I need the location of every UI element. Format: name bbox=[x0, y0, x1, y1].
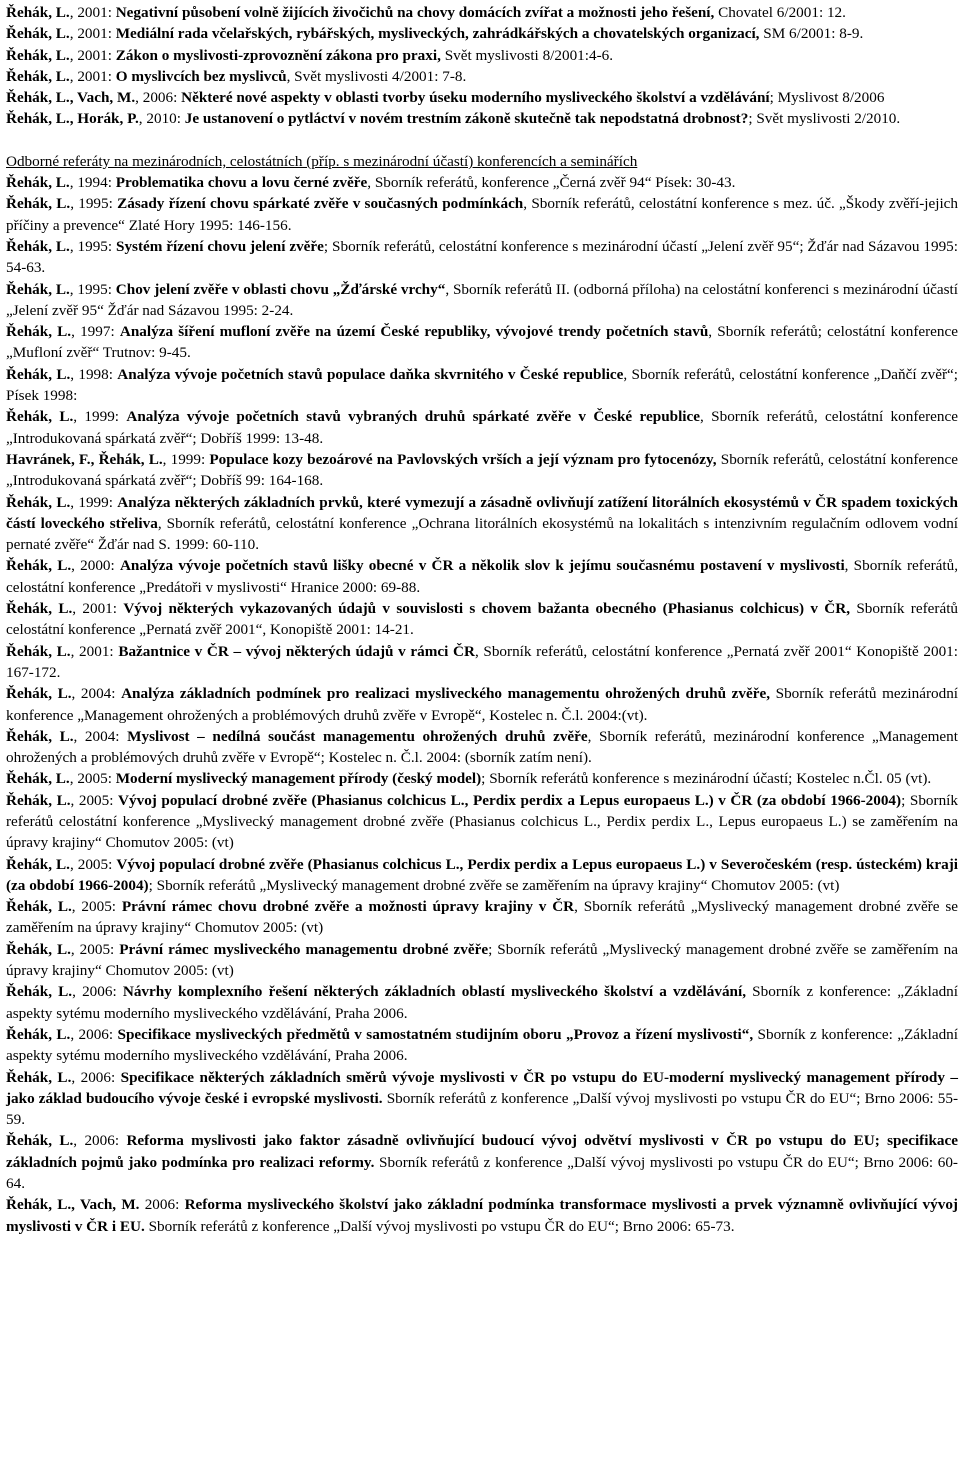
citation-text: , 2001: bbox=[69, 67, 116, 85]
citation-entry bbox=[6, 981, 958, 1024]
citation-bold-text: Řehák, L. bbox=[6, 237, 70, 255]
citation-bold-text: Vývoj některých vykazovaných údajů v souvislosti s chovem bažanta obecného (Phasianus colchicus) v ČR, bbox=[123, 600, 851, 618]
citation-bold-text: Mediální rada včelařských, rybářských, mysliveckých, zahrádkářských a chovatelských organizací, bbox=[115, 25, 760, 43]
citation-entry bbox=[6, 236, 958, 279]
citation-bold-text: Zásady řízení chovu spárkaté zvěře v současných podmínkách bbox=[117, 195, 524, 213]
citation-bold-text: Analýza vývoje početních stavů populace daňka skvrnitého v České republice bbox=[117, 365, 624, 383]
citation-bold-text: Řehák, L. bbox=[6, 855, 70, 873]
citation-bold-text: Moderní myslivecký management přírody (český model) bbox=[115, 770, 482, 788]
citation-bold-text: Řehák, L. bbox=[6, 4, 70, 21]
citation-bold-text: Právní rámec chovu drobné zvěře a možnosti úpravy krajiny v ČR bbox=[121, 898, 575, 916]
conference-papers-list bbox=[6, 172, 958, 1237]
citation-text: , 1995: bbox=[69, 237, 117, 255]
citation-text: , 1999: bbox=[70, 493, 118, 511]
citation-entry bbox=[6, 66, 958, 87]
citation-bold-text: Řehák, L. bbox=[6, 557, 72, 575]
citation-text: ; Myslivost 8/2006 bbox=[769, 89, 885, 107]
citation-bold-text: Řehák, L., Horák, P. bbox=[6, 110, 139, 128]
citation-bold-text: Analýza některých základních prvků, které vymezují a zásadně ovlivňují zatížení litorálních ekosystémů v ČR spadem toxických částí loveckého střeliva bbox=[6, 493, 958, 532]
citation-text: , 2005: bbox=[70, 940, 120, 958]
citation-bold-text: Řehák, L. bbox=[6, 323, 72, 341]
citation-bold-text: Řehák, L. bbox=[6, 770, 70, 788]
citation-text: , 2005: bbox=[69, 770, 116, 788]
citation-text: , Sborník referátů, celostátní konference „Predátoři v myslivosti“ Hranice 2000: 69-88. bbox=[6, 557, 958, 596]
citation-entry bbox=[6, 23, 958, 44]
citation-bold-text: Zákon o myslivosti-zprovoznění zákona pro praxi, bbox=[115, 46, 441, 64]
citation-entry bbox=[6, 279, 958, 322]
citation-bold-text: Řehák, L. bbox=[6, 174, 70, 192]
citation-entry bbox=[6, 492, 958, 556]
citation-bold-text: Řehák, L. bbox=[6, 685, 72, 703]
citation-text: , 1999: bbox=[73, 408, 127, 426]
citation-text: , 2006: bbox=[135, 89, 182, 107]
citation-text: Sborník referátů mezinárodní konference „Management ohrožených a problémových druhů zvěře v Evropě“, Kostelec n. Č.l. 2004:(vt). bbox=[6, 685, 959, 724]
citation-entry bbox=[6, 726, 958, 769]
citation-bold-text: Analýza vývoje početních stavů vybraných druhů spárkaté zvěře v České republice bbox=[126, 408, 701, 426]
citation-entry bbox=[6, 108, 958, 129]
citation-text: , Sborník referátů, celostátní konference „Introdukovaná spárkatá zvěř“; Dobříš 1999: 13-48. bbox=[6, 408, 958, 447]
citation-entry bbox=[6, 172, 958, 193]
citation-text: Sborník z konference: „Základní aspekty sytému moderního mysliveckého vzdělávání, Praha 2006. bbox=[6, 1025, 958, 1065]
citation-text: Chovatel 6/2001: 12. bbox=[714, 4, 846, 21]
citation-text: , Sborník referátů, celostátní konference „Pernatá zvěř 2001“ Konopiště 2001: 167-172. bbox=[6, 642, 958, 681]
citation-text: , 2001: bbox=[69, 25, 116, 43]
citation-bold-text: Řehák, L. bbox=[6, 67, 70, 85]
citation-text: , Sborník referátů II. (odborná příloha) na celostátní konferenci s mezinárodní účastí „Jelení zvěř 95“ Žďár nad Sázavou 1995: 2-24. bbox=[6, 280, 958, 319]
citation-text: , 2010: bbox=[138, 110, 185, 128]
citation-bold-text: Řehák, L. bbox=[6, 280, 70, 298]
citation-bold-text: Řehák, L. bbox=[6, 365, 71, 383]
citation-entry bbox=[6, 1194, 958, 1237]
citation-bold-text: Řehák, L. bbox=[6, 493, 71, 511]
citation-entry bbox=[6, 555, 958, 598]
citation-text: , Sborník referátů, celostátní konference s mez. úč. „Škody zvěří-jejich příčiny a prevence“ Zlaté Hory 1995: 146-156. bbox=[6, 195, 958, 234]
citation-entry bbox=[6, 1067, 958, 1131]
citation-entry bbox=[6, 641, 958, 684]
citation-text: , 2006: bbox=[72, 983, 123, 1001]
citation-bold-text: Řehák, L. bbox=[6, 195, 71, 213]
citation-text: ; Sborník referátů konference s mezinárodní účastí; Kostelec n.Čl. 05 (vt). bbox=[481, 770, 932, 788]
citation-bold-text: Některé nové aspekty v oblasti tvorby úseku moderního mysliveckého školství a vzdělávání bbox=[181, 89, 770, 107]
citation-text: , Sborník referátů, celostátní konference „Daňčí zvěř“; Písek 1998: bbox=[6, 365, 959, 405]
citation-text: , Sborník referátů, konference „Černá zvěř 94“ Písek: 30-43. bbox=[367, 174, 736, 192]
citation-bold-text: Analýza šíření mufloní zvěře na území České republiky, vývojové trendy početních stavů bbox=[119, 323, 709, 341]
citation-text: , 1995: bbox=[70, 195, 118, 213]
section-heading: Odborné referáty na mezinárodních, celostátních (příp. s mezinárodní účastí) konferencích a seminářích bbox=[6, 152, 638, 170]
citation-text: , 2004: bbox=[73, 727, 128, 745]
citation-bold-text: Negativní působení volně žijících živočichů na chovy domácích zvířat a možnosti jeho řešení, bbox=[115, 4, 715, 21]
citation-bold-text: Návrhy komplexního řešení některých základních oblastí mysliveckého školství a vzdělávání, bbox=[122, 983, 746, 1001]
citation-bold-text: Řehák, L. bbox=[6, 727, 74, 745]
citation-entry bbox=[6, 854, 958, 897]
citation-text: ; Sborník referátů „Myslivecký management drobné zvěře se zaměřením na úpravy krajiny“ Chomutov 2005: (vt) bbox=[148, 876, 840, 894]
citation-text: , 2006: bbox=[70, 1025, 118, 1043]
citation-text: , 2000: bbox=[71, 557, 120, 575]
citation-bold-text: O myslivcích bez myslivců bbox=[115, 67, 287, 85]
citation-text: , 2004: bbox=[71, 685, 122, 703]
citation-bold-text: Systém řízení chovu jelení zvěře bbox=[116, 237, 324, 255]
citation-bold-text: Vývoj populací drobné zvěře (Phasianus colchicus L., Perdix perdix a Lepus europaeus L.) v Severočeském (resp. ústeckém) kraji (za období 1966-2004) bbox=[6, 855, 958, 894]
citation-bold-text: Řehák, L., Vach, M. bbox=[6, 1196, 140, 1214]
citation-bold-text: Právní rámec mysliveckého managementu drobné zvěře bbox=[119, 940, 489, 958]
citation-text: ; Svět myslivosti 2/2010. bbox=[748, 110, 901, 128]
citation-text: , 1997: bbox=[71, 323, 120, 341]
citation-entry bbox=[6, 406, 958, 449]
citation-text: , 2005: bbox=[71, 898, 122, 916]
citation-entry bbox=[6, 683, 958, 726]
citation-entry bbox=[6, 598, 958, 641]
citation-bold-text: Řehák, L. bbox=[6, 1068, 72, 1086]
citation-entry bbox=[6, 364, 958, 407]
citation-text: Sborník referátů, celostátní konference „Introdukovaná spárkatá zvěř“; Dobříš 99: 164-168. bbox=[6, 450, 958, 490]
citation-entry bbox=[6, 896, 958, 939]
citation-bold-text: Řehák, L. bbox=[6, 25, 70, 43]
citation-text: , Sborník referátů; celostátní konference „Mufloní zvěř“ Trutnov: 9-45. bbox=[6, 323, 959, 362]
publications-list bbox=[6, 2, 958, 130]
citation-bold-text: Řehák, L., Vach, M. bbox=[6, 89, 136, 107]
citation-bold-text: Chov jelení zvěře v oblasti chovu „Žďárské vrchy“ bbox=[115, 280, 446, 298]
citation-bold-text: Řehák, L. bbox=[6, 600, 73, 618]
citation-bold-text: Specifikace mysliveckých předmětů v samostatném studijním oboru „Provoz a řízení myslivosti“, bbox=[117, 1025, 754, 1043]
citation-text: 2006: bbox=[139, 1196, 185, 1214]
citation-bold-text: Řehák, L. bbox=[6, 791, 71, 809]
citation-text: , 2005: bbox=[69, 855, 117, 873]
citation-bold-text: Reforma mysliveckého školství jako základní podmínka transformace myslivosti a prvek významně ovlivňující vývoj myslivosti v ČR i EU. bbox=[6, 1196, 958, 1235]
citation-bold-text: Analýza základních podmínek pro realizaci mysliveckého managementu ohrožených druhů zvěře, bbox=[121, 685, 771, 703]
citation-text: Sborník referátů z konference „Další vývoj myslivosti po vstupu ČR do EU“; Brno 2006: 65-73. bbox=[144, 1217, 735, 1235]
citation-text: Sborník z konference: „Základní aspekty sytému moderního mysliveckého vzdělávání, Praha 2006. bbox=[6, 983, 958, 1022]
document-page bbox=[6, 0, 958, 1237]
citation-bold-text: Řehák, L. bbox=[6, 46, 70, 64]
citation-bold-text: Specifikace některých základních směrů vývoje myslivosti v ČR po vstupu do EU-moderní myslivecký management přírody – jako základ budoucího vývoje české i evropské myslivosti. bbox=[6, 1068, 958, 1107]
citation-bold-text: Bažantnice v ČR – vývoj některých údajů v rámci ČR bbox=[118, 642, 475, 660]
citation-entry bbox=[6, 449, 958, 492]
citation-text: , 1995: bbox=[69, 280, 116, 298]
citation-bold-text: Řehák, L. bbox=[6, 898, 72, 916]
citation-text: , 2001: bbox=[69, 46, 116, 64]
citation-entry bbox=[6, 790, 958, 854]
citation-bold-text: Analýza vývoje početních stavů lišky obecné v ČR a několik slov k jejímu současnému postavení v myslivosti bbox=[119, 557, 845, 575]
citation-bold-text: Reforma myslivosti jako faktor zásadně ovlivňující budoucí vývoj odvětví myslivosti v ČR po vstupu do EU; specifikace základních pojmů jako podmínka pro realizaci reformy. bbox=[6, 1132, 958, 1171]
citation-text: , 1998: bbox=[70, 365, 118, 383]
citation-text: ; Sborník referátů „Myslivecký management drobné zvěře se zaměřením na úpravy krajiny“ Chomutov 2005: (vt) bbox=[6, 940, 958, 980]
citation-bold-text: Řehák, L. bbox=[6, 1025, 71, 1043]
citation-text: , 2001: bbox=[72, 600, 124, 618]
citation-entry bbox=[6, 321, 958, 364]
citation-text: Sborník referátů z konference „Další vývoj myslivosti po vstupu ČR do EU“; Brno 2006: 60-64. bbox=[6, 1153, 958, 1193]
citation-bold-text: Je ustanovení o pytláctví v novém trestním zákoně skutečně tak nepodstatná drobnost? bbox=[184, 110, 749, 128]
citation-entry bbox=[6, 939, 958, 982]
citation-text: , Sborník referátů, celostátní konference „Ochrana litorálních ekosystémů na lokalitách s intenzivním regulačním odlovem vodní pernaté zvěře“ Žďár nad S. 1999: 60-110. bbox=[6, 514, 959, 554]
citation-bold-text: Řehák, L. bbox=[6, 983, 73, 1001]
citation-entry bbox=[6, 1024, 958, 1067]
citation-text: , 2001: bbox=[70, 642, 119, 660]
citation-entry bbox=[6, 1130, 958, 1194]
citation-text: , Svět myslivosti 4/2001: 7-8. bbox=[286, 67, 467, 85]
citation-bold-text: Problematika chovu a lovu černé zvěře bbox=[115, 174, 368, 192]
citation-bold-text: Řehák, L. bbox=[6, 642, 71, 660]
citation-bold-text: Řehák, L. bbox=[6, 1132, 74, 1150]
citation-text: Svět myslivosti 8/2001:4-6. bbox=[440, 46, 614, 64]
citation-text: , 2005: bbox=[70, 791, 119, 809]
citation-entry bbox=[6, 193, 958, 236]
citation-text: , 2006: bbox=[73, 1132, 127, 1150]
citation-text: Sborník referátů z konference „Další vývoj myslivosti po vstupu ČR do EU“; Brno 2006: 55-59. bbox=[6, 1089, 959, 1129]
citation-bold-text: Řehák, L. bbox=[6, 940, 71, 958]
citation-text: , Sborník referátů, mezinárodní konference „Management ohrožených a problémových druhů zvěře v Evropě“; Kostelec n. Č.l. 2004: (sborník zatím není). bbox=[6, 727, 958, 767]
citation-text: , 1999: bbox=[162, 450, 210, 468]
citation-bold-text: Vývoj populací drobné zvěře (Phasianus colchicus L., Perdix perdix a Lepus europaeus L.) v ČR (za období 1966-2004) bbox=[118, 791, 902, 809]
citation-entry bbox=[6, 768, 958, 789]
citation-entry bbox=[6, 87, 958, 108]
citation-text: , 2001: bbox=[69, 4, 116, 21]
citation-entry bbox=[6, 45, 958, 66]
citation-bold-text: Řehák, L. bbox=[6, 408, 74, 426]
citation-bold-text: Populace kozy bezoárové na Pavlovských vrších a její význam pro fytocenózy, bbox=[209, 450, 717, 468]
citation-bold-text: Myslivost – nedílná součást managementu ohrožených druhů zvěře bbox=[127, 727, 588, 745]
citation-text: , 1994: bbox=[69, 174, 116, 192]
citation-text: , Sborník referátů „Myslivecký management drobné zvěře se zaměřením na úpravy krajiny“ Chomutov 2005: (vt) bbox=[6, 898, 958, 937]
citation-text: Sborník referátů celostátní konference „Pernatá zvěř 2001“, Konopiště 2001: 14-21. bbox=[6, 600, 959, 639]
citation-text: ; Sborník referátů, celostátní konference s mezinárodní účastí „Jelení zvěř 95“; Žďár nad Sázavou 1995: 54-63. bbox=[6, 237, 958, 277]
citation-text: SM 6/2001: 8-9. bbox=[759, 25, 864, 43]
citation-text: ; Sborník referátů celostátní konference „Myslivecký management drobné zvěře (Phasianus colchicus L., Perdix perdix L., Lepus europaeus L.) se zaměřením na úpravy krajiny“ Chomutov 2005: (vt) bbox=[6, 791, 958, 852]
citation-bold-text: Havránek, F., Řehák, L. bbox=[6, 450, 163, 468]
citation-text: , 2006: bbox=[71, 1068, 121, 1086]
citation-entry bbox=[6, 2, 958, 23]
